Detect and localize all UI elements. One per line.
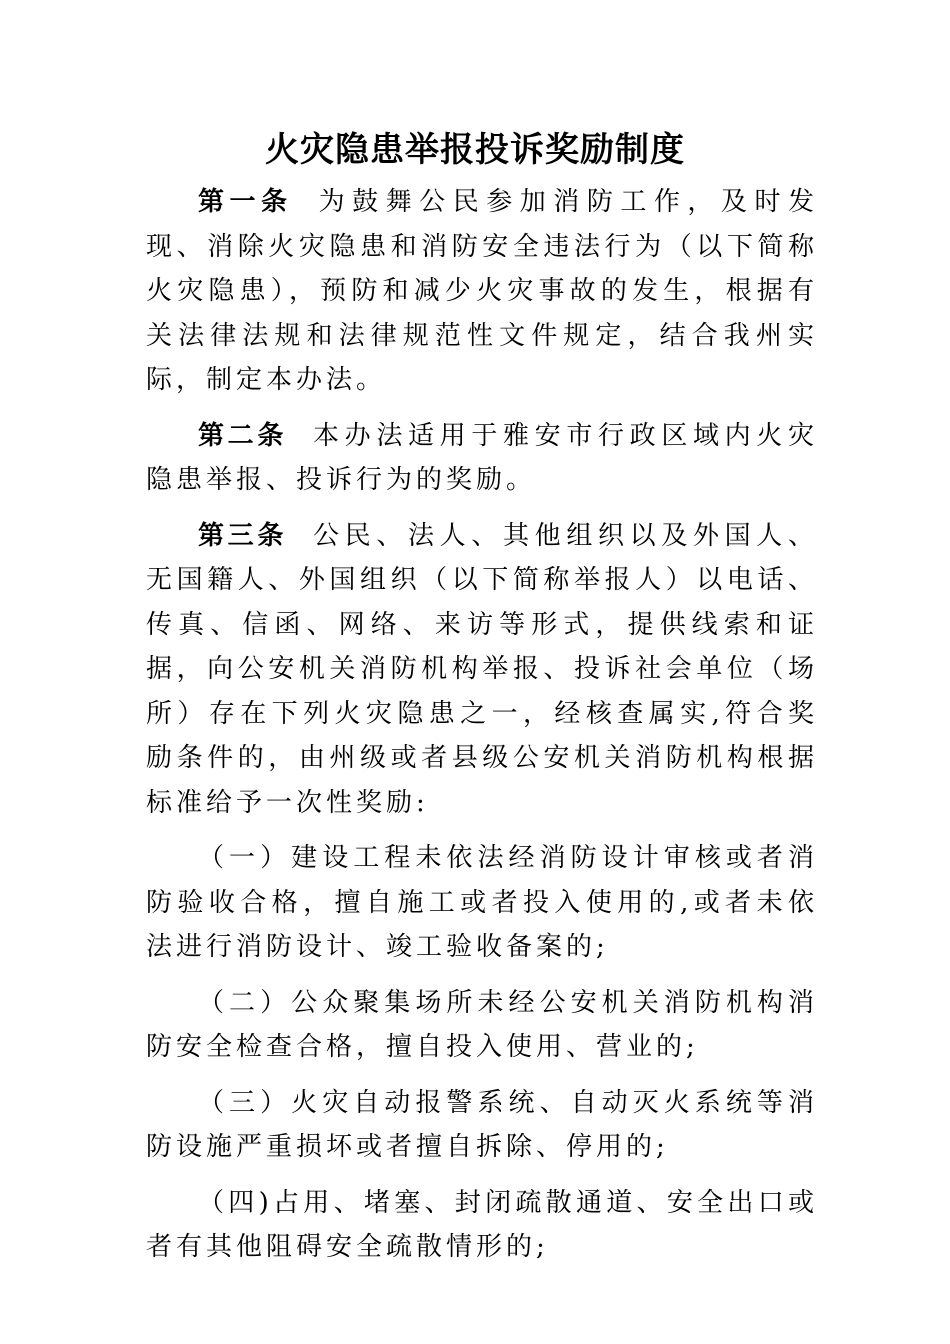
list-item-3: （三）火灾自动报警系统、自动灭火系统等消防设施严重损坏或者擅自拆除、停用的; <box>146 1087 818 1162</box>
list-item-4: （四)占用、堵塞、封闭疏散通道、安全出口或者有其他阻碍安全疏散情形的; <box>146 1187 818 1262</box>
article-2-text: 本办法适用于雅安市行政区域内火灾隐患举报、投诉行为的奖励。 <box>146 420 818 495</box>
list-item-2: （二）公众聚集场所未经公安机关消防机构消防安全检查合格，擅自投入使用、营业的; <box>146 987 818 1062</box>
article-1-label: 第一条 <box>198 187 293 217</box>
article-3-text: 公民、法人、其他组织以及外国人、无国籍人、外国组织（以下简称举报人）以电话、传真、信函、网络、来访等形式，提供线索和证据，向公安机关消防机构举报、投诉社会单位（场所）存在下列火灾隐患之一，经核查属实,符合奖励条件的，由州级或者县级公安机关消防机构根据标准给予一次性奖励: <box>146 520 818 818</box>
article-3 <box>146 514 818 826</box>
article-3-label: 第三条 <box>198 520 287 551</box>
document-title: 火灾隐患举报投诉奖励制度 <box>265 130 685 170</box>
list-item-1: （一）建设工程未依法经消防设计审核或者消防验收合格，擅自施工或者投入使用的,或者未依法进行消防设计、竣工验收备案的; <box>146 843 818 962</box>
article-1 <box>146 180 818 403</box>
document-body <box>146 180 818 1281</box>
article-2-label: 第二条 <box>198 420 287 451</box>
article-2 <box>146 414 818 503</box>
article-1-text: 为鼓舞公民参加消防工作，及时发现、消除火灾隐患和消防安全违法行为（以下简称火灾隐患），预防和减少火灾事故的发生，根据有关法律法规和法律规范性文件规定，结合我州实际，制定本办法。 <box>146 187 818 395</box>
